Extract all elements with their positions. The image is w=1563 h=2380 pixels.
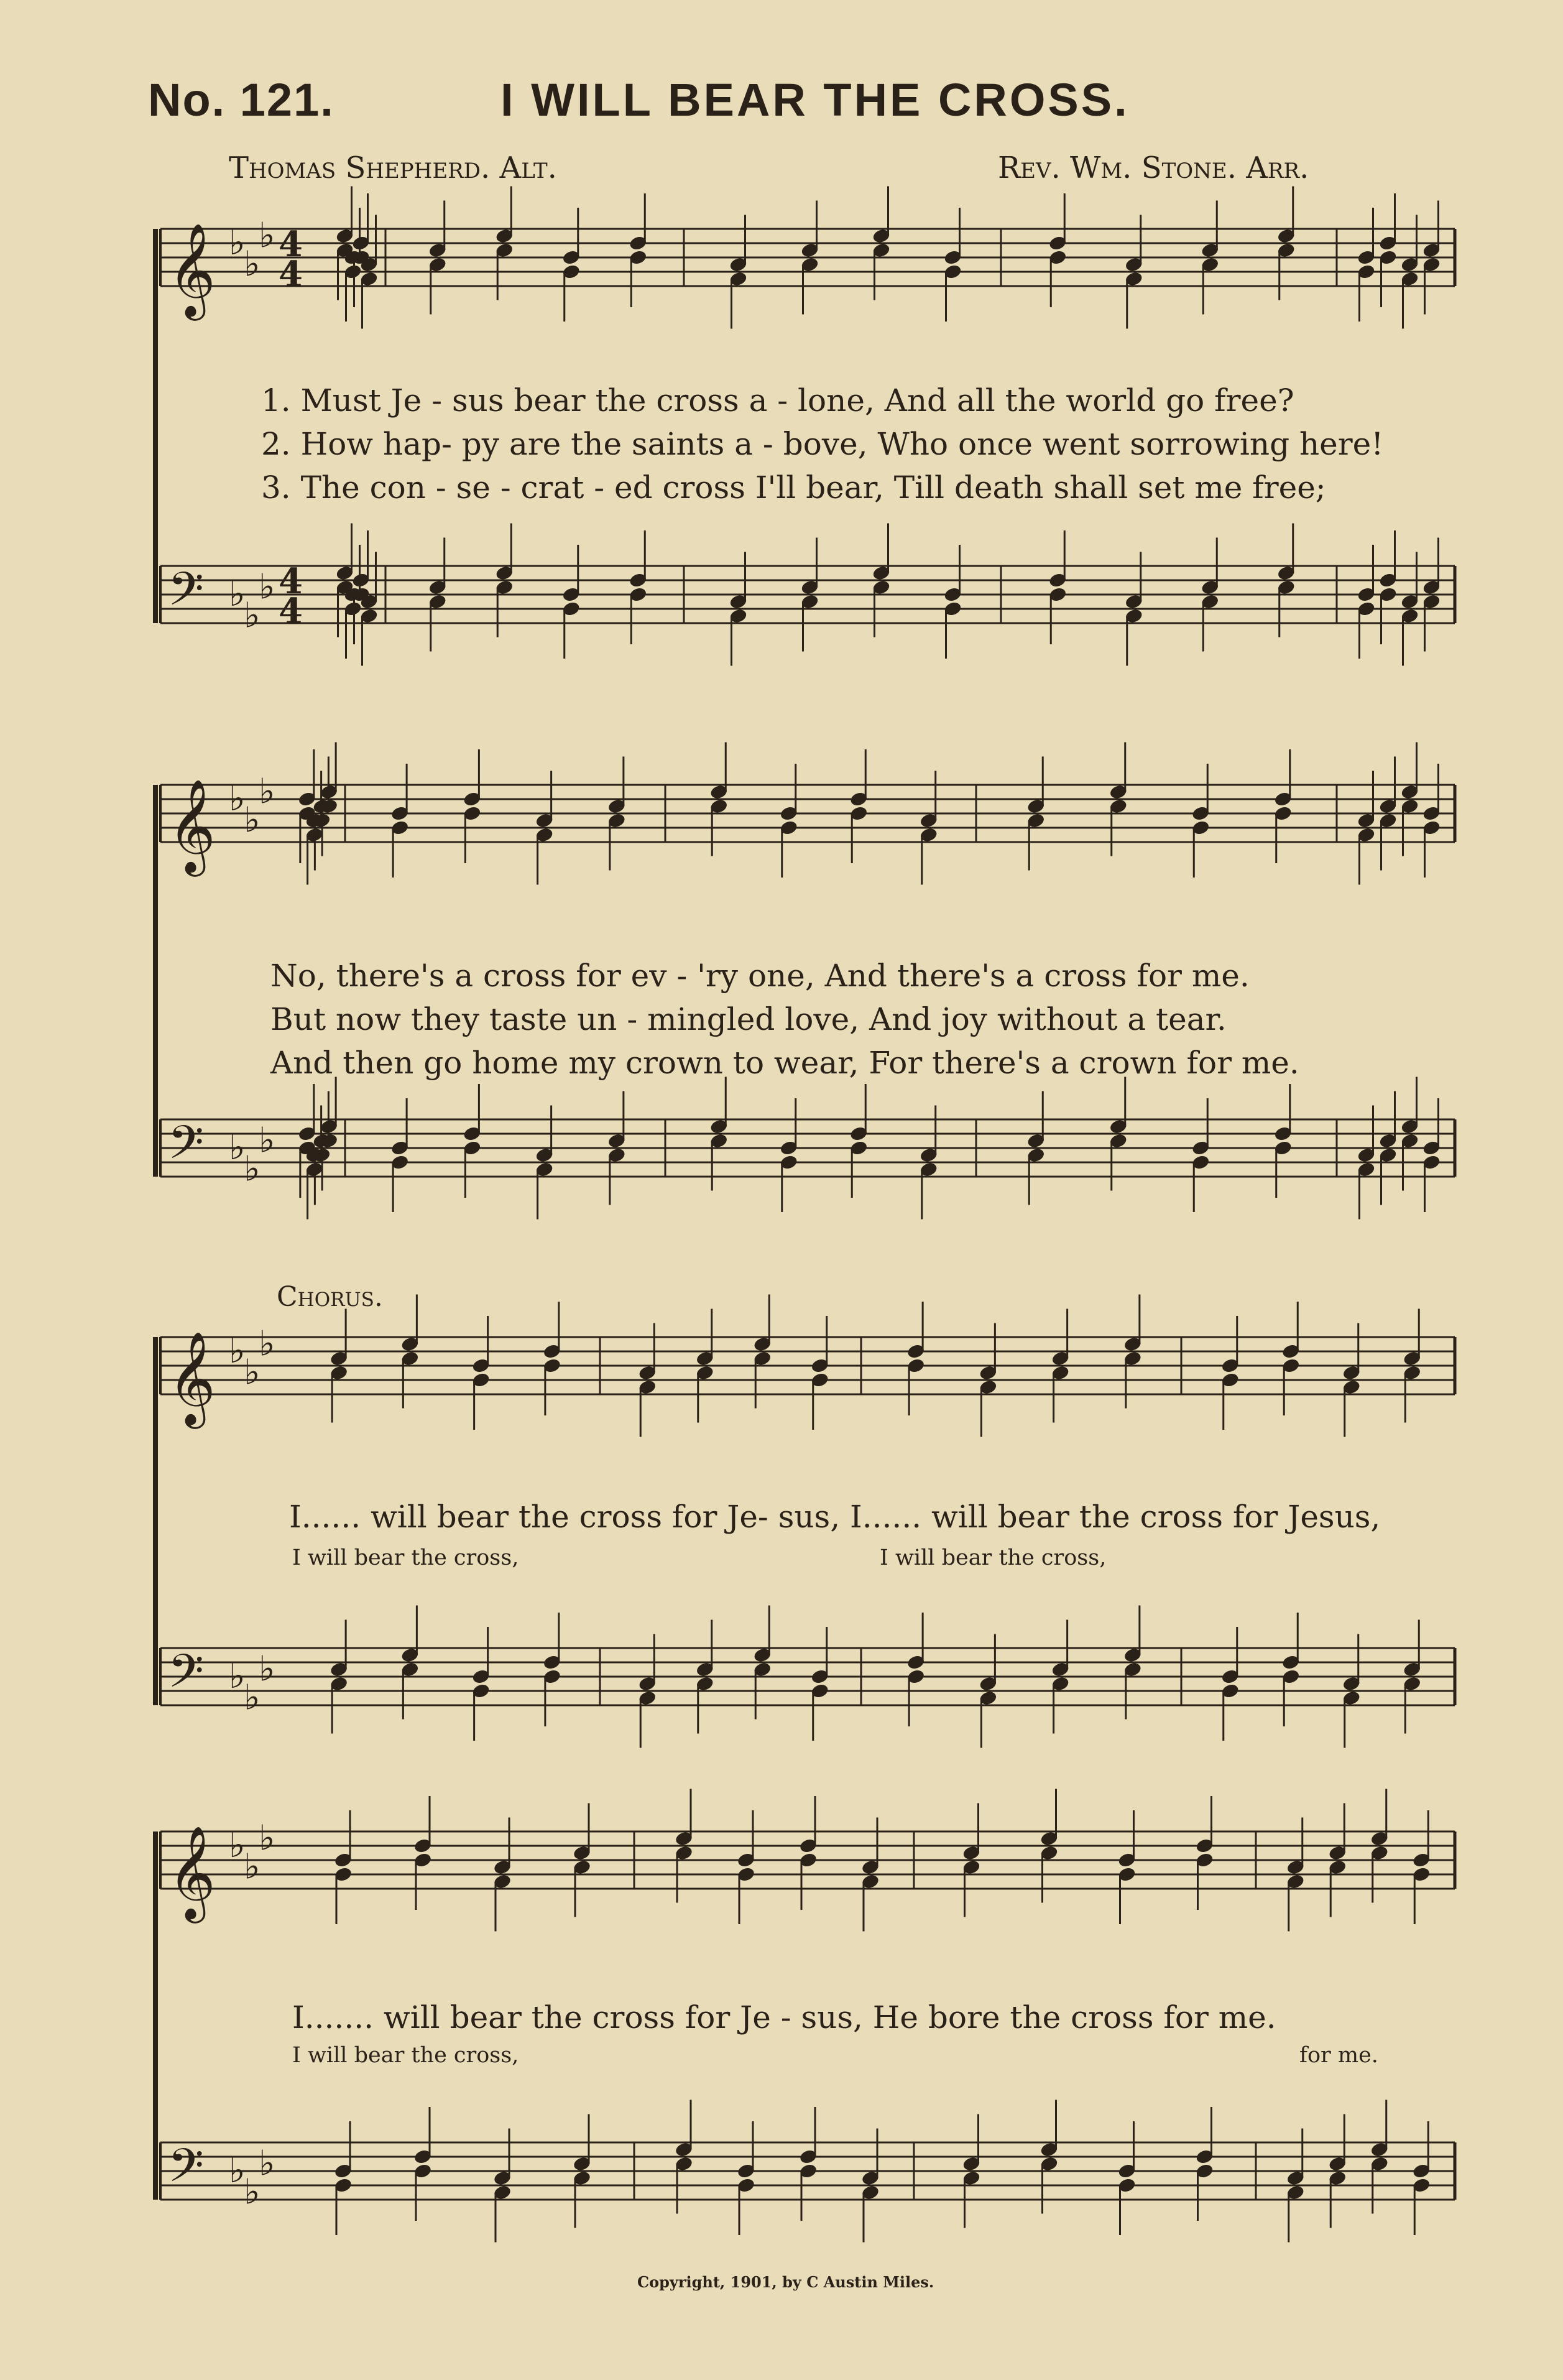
flat-sign-icon: ♭: [259, 215, 275, 256]
chorus-line-2: I....... will bear the cross for Je - sus, He bore the cross for me.: [292, 1999, 1276, 2035]
flat-sign-icon: ♭: [229, 1127, 246, 1168]
time-signature-bottom: 4: [279, 591, 303, 632]
flat-sign-icon: ♭: [229, 1656, 246, 1697]
verse-1-line-1: 1. Must Je - sus bear the cross a - lone, And all the world go free?: [261, 382, 1294, 419]
chorus-line-1: I...... will bear the cross for Je- sus, I...... will bear the cross for Jesus,: [289, 1499, 1381, 1535]
treble-clef-icon: 𝄞: [168, 1825, 216, 1919]
flat-sign-icon: ♭: [229, 1331, 246, 1371]
flat-sign-icon: ♭: [259, 1120, 275, 1161]
flat-sign-icon: ♭: [244, 1352, 260, 1393]
flat-sign-icon: ♭: [244, 1846, 260, 1887]
flat-sign-icon: ♭: [259, 1649, 275, 1690]
hymn-number: No. 121.: [148, 74, 334, 126]
verse-2-line-1: 2. How hap- py are the saints a - bove, Who once went sorrowing here!: [261, 426, 1384, 462]
treble-clef-icon: 𝄞: [168, 222, 216, 317]
treble-clef-icon: 𝄞: [168, 778, 216, 873]
chorus-line-1-echo-a: I will bear the cross,: [292, 1545, 519, 1570]
flat-sign-icon: ♭: [229, 574, 246, 614]
copyright-notice: Copyright, 1901, by C Austin Miles.: [637, 2273, 934, 2291]
verse-3-line-2: And then go home my crown to wear, For there's a crown for me.: [270, 1045, 1299, 1081]
flat-sign-icon: ♭: [244, 1149, 260, 1190]
hymn-title: I WILL BEAR THE CROSS.: [500, 74, 1130, 126]
flat-sign-icon: ♭: [229, 1825, 246, 1866]
flat-sign-icon: ♭: [259, 567, 275, 608]
flat-sign-icon: ♭: [229, 779, 246, 819]
bass-clef-icon: 𝄢: [168, 562, 204, 627]
time-signature-top: 4: [279, 561, 303, 602]
flat-sign-icon: ♭: [229, 2151, 246, 2191]
flat-sign-icon: ♭: [244, 595, 260, 636]
flat-sign-icon: ♭: [259, 1818, 275, 1859]
time-signature-bottom: 4: [279, 254, 303, 295]
flat-sign-icon: ♭: [259, 771, 275, 812]
chorus-line-2-echo-b: for me.: [1299, 2043, 1378, 2068]
words-credit: Thomas Shepherd. Alt.: [229, 150, 557, 185]
flat-sign-icon: ♭: [244, 1677, 260, 1718]
chorus-line-1-echo-b: I will bear the cross,: [880, 1545, 1107, 1570]
verse-3-line-1: 3. The con - se - crat - ed cross I'll bear, Till death shall set me free;: [261, 470, 1326, 506]
flat-sign-icon: ♭: [244, 800, 260, 841]
bass-clef-icon: 𝄢: [168, 2139, 204, 2204]
bass-clef-icon: 𝄢: [168, 1116, 204, 1181]
time-signature-top: 4: [279, 224, 303, 265]
flat-sign-icon: ♭: [259, 2143, 275, 2184]
bass-clef-icon: 𝄢: [168, 1644, 204, 1710]
flat-sign-icon: ♭: [244, 2172, 260, 2213]
flat-sign-icon: ♭: [229, 223, 246, 263]
flat-sign-icon: ♭: [244, 244, 260, 285]
treble-clef-icon: 𝄞: [168, 1330, 216, 1425]
flat-sign-icon: ♭: [259, 1323, 275, 1364]
chorus-label: Chorus.: [277, 1281, 383, 1313]
verse-1-line-2: No, there's a cross for ev - 'ry one, And there's a cross for me.: [270, 958, 1250, 994]
music-credit: Rev. Wm. Stone. Arr.: [998, 150, 1309, 185]
verse-2-line-2: But now they taste un - mingled love, And joy without a tear.: [270, 1001, 1227, 1037]
chorus-line-2-echo-a: I will bear the cross,: [292, 2043, 519, 2068]
